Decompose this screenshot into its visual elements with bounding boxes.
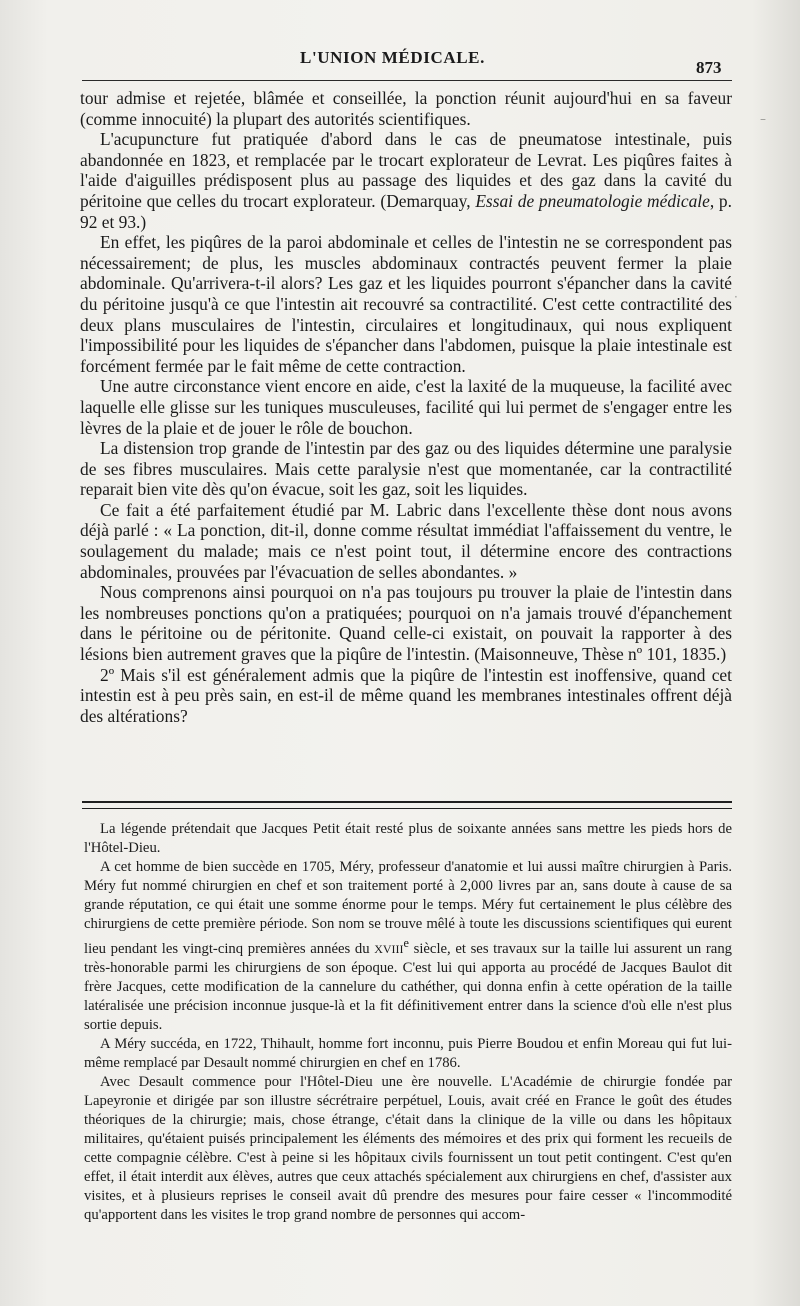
journal-title: L'UNION MÉDICALE.	[300, 48, 485, 67]
paragraph	[80, 129, 732, 232]
feuilleton-paragraph	[84, 858, 732, 1035]
scan-edge-mark: –	[760, 112, 766, 126]
paragraph-text: L'acupuncture fut pratiquée d'abord dans le cas de pneumatose intestinale, puis abandonnée en 1823, et remplacée par le trocart explorateur de Levrat. Les piqûres faites à l'aide d'aiguilles prédisposent plus au passage des liquides et des gaz dans la cavité du péritoine que celles du trocart explorateur. (Demarquay,	[80, 129, 732, 211]
feuilleton-paragraph: La légende prétendait que Jacques Petit était resté plus de soixante années sans mettre les pieds hors de l'Hôtel-Dieu.	[84, 821, 732, 856]
paragraph: La distension trop grande de l'intestin par des gaz ou des liquides détermine une paralysie de ses fibres musculaires. Mais cette paralysie n'est que momentanée, car la contractilité reparait bien vite dès qu'on évacue, soit les gaz, soit les liquides.	[80, 438, 732, 500]
paragraph-text: siècle, et ses travaux sur la taille lui assurent un rang très-honorable parmi les chirurgiens de son époque. C'est lui qui apporta au procédé de Jacques Baulot dit frère Jacques, cette modification de la cannelure du cathéther, qui donna enfin à cette opération de la taille latéralisée une précision inconnue jusque-là et la fit définitivement entrer dans la science d'où elle n'est plus sortie depuis.	[84, 940, 733, 1033]
main-article-text	[80, 88, 732, 726]
page-number: 873	[696, 58, 722, 77]
paragraph: 2º Mais s'il est généralement admis que la piqûre de l'intestin est inoffensive, quand cet intestin est à peu près sain, en est-il de même quand les membranes intestinales offrent déjà des altérations?	[80, 664, 732, 726]
cited-work-title: Essai de pneumatologie médicale	[475, 190, 710, 211]
header-rule	[82, 80, 732, 81]
running-head	[0, 48, 800, 77]
paragraph: En effet, les piqûres de la paroi abdominale et celles de l'intestin ne se correspondent pas nécessairement; de plus, les muscles abdominaux contractés peuvent fermer la plaie abdominale. Qu'arrivera-t-il alors? Les gaz et les liquides pourront s'épancher dans la cavité du péritoine jusqu'à ce que l'intestin ait recouvré sa contractilité. C'est cette contractilité des deux plans musculaires de l'intestin, circulaires et longitudinaux, qui nous expliquent l'impossibilité pour les liquides de s'épancher dans l'abdomen, puisque la plaie intestinale est forcément fermée par le fait même de cette contraction.	[80, 232, 732, 376]
paragraph-text: , p. 92 et 93.)	[80, 190, 732, 232]
century-superscript: e	[403, 936, 409, 950]
paragraph: Nous comprenons ainsi pourquoi on n'a pas toujours pu trouver la plaie de l'intestin dans les nombreuses ponctions qu'on a pratiquées; pourquoi on n'a jamais trouvé d'épanchement dans le péritoine ou de péritonite. Quand celle-ci existait, on pouvait la rapporter à des lésions bien autrement graves que la piqûre de l'intestin. (Maisonneuve, Thèse nº 101, 1835.)	[80, 582, 732, 665]
scan-edge-mark: ·	[734, 290, 738, 304]
paragraph: Une autre circonstance vient encore en aide, c'est la laxité de la muqueuse, la facilité avec laquelle elle glisse sur les tuniques musculeuses, facilité qui lui permet de s'engager entre les lèvres de la plaie et de jouer le rôle de bouchon.	[80, 376, 732, 438]
paragraph: tour admise et rejetée, blâmée et conseillée, la ponction réunit aujourd'hui en sa faveur (comme innocuité) la plupart des autorités scientifiques.	[80, 88, 732, 129]
feuilleton-paragraph: A Méry succéda, en 1722, Thihault, homme fort inconnu, puis Pierre Boudou et enfin Moreau qui fut lui-même remplacé par Desault nommé chirurgien en chef en 1786.	[84, 1035, 732, 1071]
paragraph-text: A cet homme de bien succède en 1705, Méry, professeur d'anatomie et lui aussi maître chirurgien à Paris. Méry fut nommé chirurgien en chef et son traitement porté à 2,000 livres par an, sans doute à cause de sa grande réputation, ce qui était une somme énorme pour le temps. Méry fut certainement le plus célèbre des chirurgiens de cette première période. Son nom se trouve mêlé à toute les discussions scientifiques qui eurent lieu pendant les vingt-cinq premières années du	[84, 859, 732, 957]
century-numeral: XVIII	[374, 941, 404, 956]
paragraph: Ce fait a été parfaitement étudié par M. Labric dans l'excellente thèse dont nous avons déjà parlé : « La ponction, dit-il, donne comme résultat immédiat l'affaissement du ventre, le soulagement du malade; mais ce n'est point tout, il détermine encore des contractions abdominales, prouvées par l'évacuation de selles abondantes. »	[80, 499, 732, 582]
feuilleton-text	[84, 820, 732, 1225]
feuilleton-paragraph: Avec Desault commence pour l'Hôtel-Dieu une ère nouvelle. L'Académie de chirurgie fondée par Lapeyronie et dirigée par son illustre sécrétraire perpétuel, Louis, avait créé en France le goût des études théoriques de la chirurgie; mais, chose étrange, c'était dans la clinique de la ville ou dans les hôpitaux militaires, qu'étaient puisés principalement les éléments des mémoires et des prix qui forment les recueils de cette compagnie célèbre. C'est à peine si les hôpitaux civils fournissent un tout petit contingent. C'est qu'en effet, il était interdit aux élèves, autres que ceux attachés spécialement aux chirurgiens en chef, d'assister aux visites, et à plusieurs reprises le conseil avait dû prendre des mesures pour faire cesser « l'incommodité qu'apportent dans les visites le trop grand nombre de personnes qui accom-	[84, 1073, 732, 1223]
feuilleton-separator	[82, 801, 732, 809]
